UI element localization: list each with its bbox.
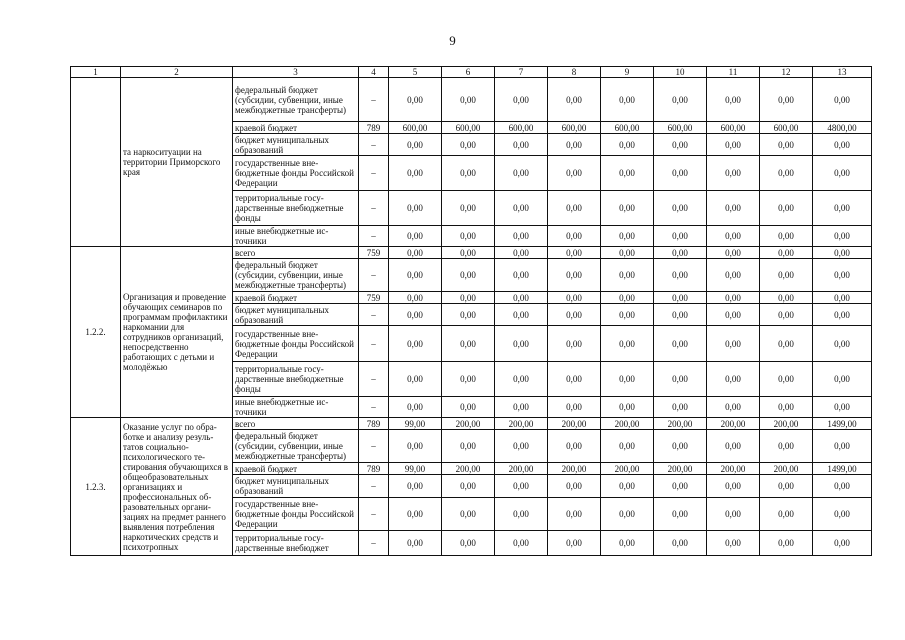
budget-code: – bbox=[359, 475, 389, 498]
amount-cell: 600,00 bbox=[601, 122, 654, 134]
amount-cell: 200,00 bbox=[707, 463, 760, 475]
amount-cell: 0,00 bbox=[442, 259, 495, 292]
amount-cell: 0,00 bbox=[707, 362, 760, 397]
amount-cell: 600,00 bbox=[389, 122, 442, 134]
page-number: 9 bbox=[449, 33, 456, 48]
amount-cell: 0,00 bbox=[654, 247, 707, 259]
amount-cell: 0,00 bbox=[760, 156, 813, 191]
amount-cell: 0,00 bbox=[601, 430, 654, 463]
amount-cell: 0,00 bbox=[760, 430, 813, 463]
amount-cell: 0,00 bbox=[442, 362, 495, 397]
funding-source: территориальные государственные внебюджетные фонды bbox=[233, 191, 359, 226]
amount-cell: 0,00 bbox=[760, 498, 813, 531]
amount-cell: 0,00 bbox=[707, 292, 760, 304]
funding-source: бюджет муниципальных образований bbox=[233, 304, 359, 326]
amount-cell: 0,00 bbox=[601, 326, 654, 362]
column-number-8: 8 bbox=[548, 67, 601, 78]
amount-cell: 0,00 bbox=[707, 498, 760, 531]
amount-cell: 0,00 bbox=[548, 247, 601, 259]
amount-cell: 0,00 bbox=[654, 134, 707, 156]
funding-source: федеральный бюджет (субсидии, субвенции, иные межбюджетные трансферты) bbox=[233, 78, 359, 122]
funding-source: федеральный бюджет (субсидии, субвенции, иные межбюджетные трансферты) bbox=[233, 259, 359, 292]
funding-source: государственные внебюджетные фонды Российской Федерации bbox=[233, 156, 359, 191]
amount-cell: 0,00 bbox=[654, 304, 707, 326]
budget-code: – bbox=[359, 78, 389, 122]
amount-cell: 0,00 bbox=[442, 292, 495, 304]
amount-cell: 0,00 bbox=[707, 226, 760, 247]
funding-source: бюджет муниципальных образований bbox=[233, 134, 359, 156]
funding-source: государственные внебюджетные фонды Российской Федерации bbox=[233, 498, 359, 531]
amount-cell: 0,00 bbox=[389, 134, 442, 156]
amount-cell: 600,00 bbox=[654, 122, 707, 134]
amount-cell: 200,00 bbox=[495, 418, 548, 430]
amount-cell: 0,00 bbox=[813, 362, 872, 397]
amount-cell: 0,00 bbox=[760, 247, 813, 259]
column-number-13: 13 bbox=[813, 67, 872, 78]
amount-cell: 600,00 bbox=[707, 122, 760, 134]
amount-cell: 0,00 bbox=[813, 191, 872, 226]
amount-cell: 0,00 bbox=[601, 531, 654, 556]
budget-code: – bbox=[359, 156, 389, 191]
table-row bbox=[71, 247, 872, 259]
budget-code: – bbox=[359, 397, 389, 418]
funding-source: иные внебюджетные источники bbox=[233, 226, 359, 247]
budget-table bbox=[70, 66, 872, 556]
activity-name: Организация и проведение обучающих семинаров по программам профилактики наркомании для сотрудников организаций, непосредственно работающих с детьми и молодёжью bbox=[121, 247, 233, 418]
budget-code: – bbox=[359, 326, 389, 362]
funding-source: краевой бюджет bbox=[233, 292, 359, 304]
amount-cell: 0,00 bbox=[707, 156, 760, 191]
amount-cell: 200,00 bbox=[495, 463, 548, 475]
amount-cell: 0,00 bbox=[495, 259, 548, 292]
funding-source: территориальные государственные внебюджет bbox=[233, 531, 359, 556]
amount-cell: 0,00 bbox=[601, 78, 654, 122]
amount-cell: 0,00 bbox=[442, 156, 495, 191]
amount-cell: 0,00 bbox=[548, 430, 601, 463]
budget-code: 759 bbox=[359, 247, 389, 259]
activity-code: 1.2.2. bbox=[71, 247, 121, 418]
amount-cell: 0,00 bbox=[601, 362, 654, 397]
amount-cell: 0,00 bbox=[442, 226, 495, 247]
amount-cell: 0,00 bbox=[601, 498, 654, 531]
amount-cell: 0,00 bbox=[601, 134, 654, 156]
budget-code: – bbox=[359, 498, 389, 531]
funding-source: всего bbox=[233, 418, 359, 430]
budget-code: – bbox=[359, 134, 389, 156]
table-row bbox=[71, 78, 872, 122]
amount-cell: 0,00 bbox=[389, 304, 442, 326]
amount-cell: 0,00 bbox=[707, 475, 760, 498]
amount-cell: 0,00 bbox=[389, 259, 442, 292]
budget-code: – bbox=[359, 259, 389, 292]
funding-source: бюджет муниципальных образований bbox=[233, 475, 359, 498]
budget-code: – bbox=[359, 191, 389, 226]
amount-cell: 0,00 bbox=[601, 475, 654, 498]
budget-code: 759 bbox=[359, 292, 389, 304]
amount-cell: 0,00 bbox=[760, 362, 813, 397]
budget-code: 789 bbox=[359, 463, 389, 475]
funding-source: территориальные государственные внебюджетные фонды bbox=[233, 362, 359, 397]
amount-cell: 0,00 bbox=[389, 156, 442, 191]
amount-cell: 0,00 bbox=[760, 134, 813, 156]
amount-cell: 200,00 bbox=[654, 418, 707, 430]
amount-cell: 0,00 bbox=[495, 78, 548, 122]
amount-cell: 0,00 bbox=[495, 156, 548, 191]
activity-code bbox=[71, 78, 121, 247]
amount-cell: 0,00 bbox=[442, 397, 495, 418]
amount-cell: 4800,00 bbox=[813, 122, 872, 134]
amount-cell: 0,00 bbox=[813, 292, 872, 304]
amount-cell: 200,00 bbox=[442, 463, 495, 475]
amount-cell: 0,00 bbox=[707, 397, 760, 418]
amount-cell: 200,00 bbox=[548, 418, 601, 430]
column-number-7: 7 bbox=[495, 67, 548, 78]
column-number-3: 3 bbox=[233, 67, 359, 78]
amount-cell: 0,00 bbox=[495, 531, 548, 556]
activity-name: Оказание услуг по обработке и анализу результатов социально-психологического тестирования обучающихся в общеобразовательных организациях и профессиональных образовательных организациях на предмет раннего выявления потребления наркотических средств и психотропных bbox=[121, 418, 233, 556]
amount-cell: 0,00 bbox=[707, 304, 760, 326]
amount-cell: 600,00 bbox=[548, 122, 601, 134]
amount-cell: 0,00 bbox=[389, 362, 442, 397]
budget-code: 789 bbox=[359, 122, 389, 134]
amount-cell: 200,00 bbox=[707, 418, 760, 430]
amount-cell: 0,00 bbox=[495, 134, 548, 156]
funding-source: краевой бюджет bbox=[233, 463, 359, 475]
amount-cell: 0,00 bbox=[813, 304, 872, 326]
amount-cell: 0,00 bbox=[760, 397, 813, 418]
amount-cell: 0,00 bbox=[442, 430, 495, 463]
amount-cell: 0,00 bbox=[442, 191, 495, 226]
amount-cell: 0,00 bbox=[760, 326, 813, 362]
budget-code: – bbox=[359, 226, 389, 247]
amount-cell: 0,00 bbox=[760, 475, 813, 498]
amount-cell: 0,00 bbox=[495, 304, 548, 326]
amount-cell: 200,00 bbox=[601, 463, 654, 475]
amount-cell: 200,00 bbox=[548, 463, 601, 475]
amount-cell: 0,00 bbox=[495, 191, 548, 226]
amount-cell: 0,00 bbox=[601, 397, 654, 418]
amount-cell: 1499,00 bbox=[813, 418, 872, 430]
amount-cell: 0,00 bbox=[548, 304, 601, 326]
amount-cell: 0,00 bbox=[548, 498, 601, 531]
column-number-6: 6 bbox=[442, 67, 495, 78]
amount-cell: 0,00 bbox=[813, 326, 872, 362]
amount-cell: 0,00 bbox=[760, 292, 813, 304]
amount-cell: 0,00 bbox=[601, 304, 654, 326]
funding-source: федеральный бюджет (субсидии, субвенции, иные межбюджетные трансферты) bbox=[233, 430, 359, 463]
amount-cell: 0,00 bbox=[389, 475, 442, 498]
amount-cell: 0,00 bbox=[601, 226, 654, 247]
amount-cell: 0,00 bbox=[654, 397, 707, 418]
budget-code: – bbox=[359, 304, 389, 326]
amount-cell: 0,00 bbox=[548, 78, 601, 122]
amount-cell: 200,00 bbox=[760, 418, 813, 430]
amount-cell: 0,00 bbox=[389, 191, 442, 226]
amount-cell: 0,00 bbox=[548, 156, 601, 191]
amount-cell: 0,00 bbox=[654, 362, 707, 397]
amount-cell: 0,00 bbox=[707, 191, 760, 226]
amount-cell: 0,00 bbox=[707, 134, 760, 156]
amount-cell: 0,00 bbox=[707, 78, 760, 122]
amount-cell: 0,00 bbox=[442, 304, 495, 326]
amount-cell: 0,00 bbox=[654, 78, 707, 122]
amount-cell: 0,00 bbox=[654, 226, 707, 247]
column-number-12: 12 bbox=[760, 67, 813, 78]
amount-cell: 0,00 bbox=[813, 156, 872, 191]
amount-cell: 0,00 bbox=[813, 78, 872, 122]
amount-cell: 0,00 bbox=[601, 156, 654, 191]
amount-cell: 0,00 bbox=[654, 326, 707, 362]
amount-cell: 0,00 bbox=[442, 78, 495, 122]
funding-source: государственные внебюджетные фонды Российской Федерации bbox=[233, 326, 359, 362]
amount-cell: 600,00 bbox=[760, 122, 813, 134]
amount-cell: 1499,00 bbox=[813, 463, 872, 475]
column-number-2: 2 bbox=[121, 67, 233, 78]
budget-code: – bbox=[359, 531, 389, 556]
amount-cell: 600,00 bbox=[442, 122, 495, 134]
amount-cell: 0,00 bbox=[601, 292, 654, 304]
amount-cell: 0,00 bbox=[389, 292, 442, 304]
amount-cell: 0,00 bbox=[495, 326, 548, 362]
amount-cell: 0,00 bbox=[495, 362, 548, 397]
funding-source: всего bbox=[233, 247, 359, 259]
amount-cell: 0,00 bbox=[389, 226, 442, 247]
amount-cell: 0,00 bbox=[654, 531, 707, 556]
amount-cell: 0,00 bbox=[760, 226, 813, 247]
amount-cell: 200,00 bbox=[654, 463, 707, 475]
amount-cell: 0,00 bbox=[389, 498, 442, 531]
amount-cell: 0,00 bbox=[495, 430, 548, 463]
amount-cell: 0,00 bbox=[654, 292, 707, 304]
amount-cell: 0,00 bbox=[654, 259, 707, 292]
amount-cell: 0,00 bbox=[601, 259, 654, 292]
amount-cell: 0,00 bbox=[495, 292, 548, 304]
amount-cell: 0,00 bbox=[548, 292, 601, 304]
amount-cell: 0,00 bbox=[601, 247, 654, 259]
amount-cell: 0,00 bbox=[813, 397, 872, 418]
amount-cell: 0,00 bbox=[760, 259, 813, 292]
amount-cell: 0,00 bbox=[495, 397, 548, 418]
amount-cell: 0,00 bbox=[389, 430, 442, 463]
amount-cell: 0,00 bbox=[495, 226, 548, 247]
amount-cell: 0,00 bbox=[813, 247, 872, 259]
column-number-5: 5 bbox=[389, 67, 442, 78]
amount-cell: 0,00 bbox=[654, 156, 707, 191]
amount-cell: 0,00 bbox=[389, 397, 442, 418]
funding-source: иные внебюджетные источники bbox=[233, 397, 359, 418]
amount-cell: 0,00 bbox=[760, 191, 813, 226]
amount-cell: 0,00 bbox=[813, 498, 872, 531]
amount-cell: 0,00 bbox=[654, 191, 707, 226]
amount-cell: 200,00 bbox=[442, 418, 495, 430]
amount-cell: 0,00 bbox=[389, 326, 442, 362]
amount-cell: 0,00 bbox=[442, 247, 495, 259]
amount-cell: 0,00 bbox=[548, 362, 601, 397]
column-number-1: 1 bbox=[71, 67, 121, 78]
amount-cell: 99,00 bbox=[389, 463, 442, 475]
amount-cell: 0,00 bbox=[548, 134, 601, 156]
amount-cell: 0,00 bbox=[442, 326, 495, 362]
amount-cell: 99,00 bbox=[389, 418, 442, 430]
amount-cell: 0,00 bbox=[813, 226, 872, 247]
budget-code: – bbox=[359, 430, 389, 463]
column-number-9: 9 bbox=[601, 67, 654, 78]
amount-cell: 0,00 bbox=[707, 531, 760, 556]
column-number-11: 11 bbox=[707, 67, 760, 78]
budget-code: 789 bbox=[359, 418, 389, 430]
amount-cell: 0,00 bbox=[813, 475, 872, 498]
amount-cell: 200,00 bbox=[601, 418, 654, 430]
amount-cell: 0,00 bbox=[707, 430, 760, 463]
amount-cell: 600,00 bbox=[495, 122, 548, 134]
amount-cell: 0,00 bbox=[389, 247, 442, 259]
amount-cell: 0,00 bbox=[813, 134, 872, 156]
amount-cell: 0,00 bbox=[442, 498, 495, 531]
amount-cell: 0,00 bbox=[760, 531, 813, 556]
column-number-10: 10 bbox=[654, 67, 707, 78]
amount-cell: 0,00 bbox=[760, 78, 813, 122]
amount-cell: 0,00 bbox=[654, 430, 707, 463]
table-body bbox=[71, 78, 872, 556]
amount-cell: 0,00 bbox=[548, 259, 601, 292]
amount-cell: 0,00 bbox=[548, 531, 601, 556]
amount-cell: 0,00 bbox=[707, 247, 760, 259]
activity-name: та наркоситуации на территории Приморского края bbox=[121, 78, 233, 247]
amount-cell: 0,00 bbox=[707, 326, 760, 362]
amount-cell: 0,00 bbox=[548, 191, 601, 226]
amount-cell: 0,00 bbox=[442, 531, 495, 556]
budget-code: – bbox=[359, 362, 389, 397]
amount-cell: 0,00 bbox=[654, 498, 707, 531]
amount-cell: 0,00 bbox=[813, 531, 872, 556]
table-row bbox=[71, 418, 872, 430]
amount-cell: 0,00 bbox=[442, 475, 495, 498]
column-number-4: 4 bbox=[359, 67, 389, 78]
column-number-row bbox=[71, 67, 872, 78]
amount-cell: 0,00 bbox=[495, 247, 548, 259]
amount-cell: 0,00 bbox=[495, 498, 548, 531]
amount-cell: 0,00 bbox=[548, 226, 601, 247]
amount-cell: 0,00 bbox=[813, 259, 872, 292]
amount-cell: 0,00 bbox=[495, 475, 548, 498]
amount-cell: 200,00 bbox=[760, 463, 813, 475]
amount-cell: 0,00 bbox=[389, 531, 442, 556]
amount-cell: 0,00 bbox=[813, 430, 872, 463]
amount-cell: 0,00 bbox=[442, 134, 495, 156]
amount-cell: 0,00 bbox=[601, 191, 654, 226]
amount-cell: 0,00 bbox=[760, 304, 813, 326]
amount-cell: 0,00 bbox=[548, 326, 601, 362]
activity-code: 1.2.3. bbox=[71, 418, 121, 556]
amount-cell: 0,00 bbox=[548, 475, 601, 498]
funding-source: краевой бюджет bbox=[233, 122, 359, 134]
amount-cell: 0,00 bbox=[707, 259, 760, 292]
amount-cell: 0,00 bbox=[548, 397, 601, 418]
amount-cell: 0,00 bbox=[654, 475, 707, 498]
amount-cell: 0,00 bbox=[389, 78, 442, 122]
table-header bbox=[71, 67, 872, 78]
